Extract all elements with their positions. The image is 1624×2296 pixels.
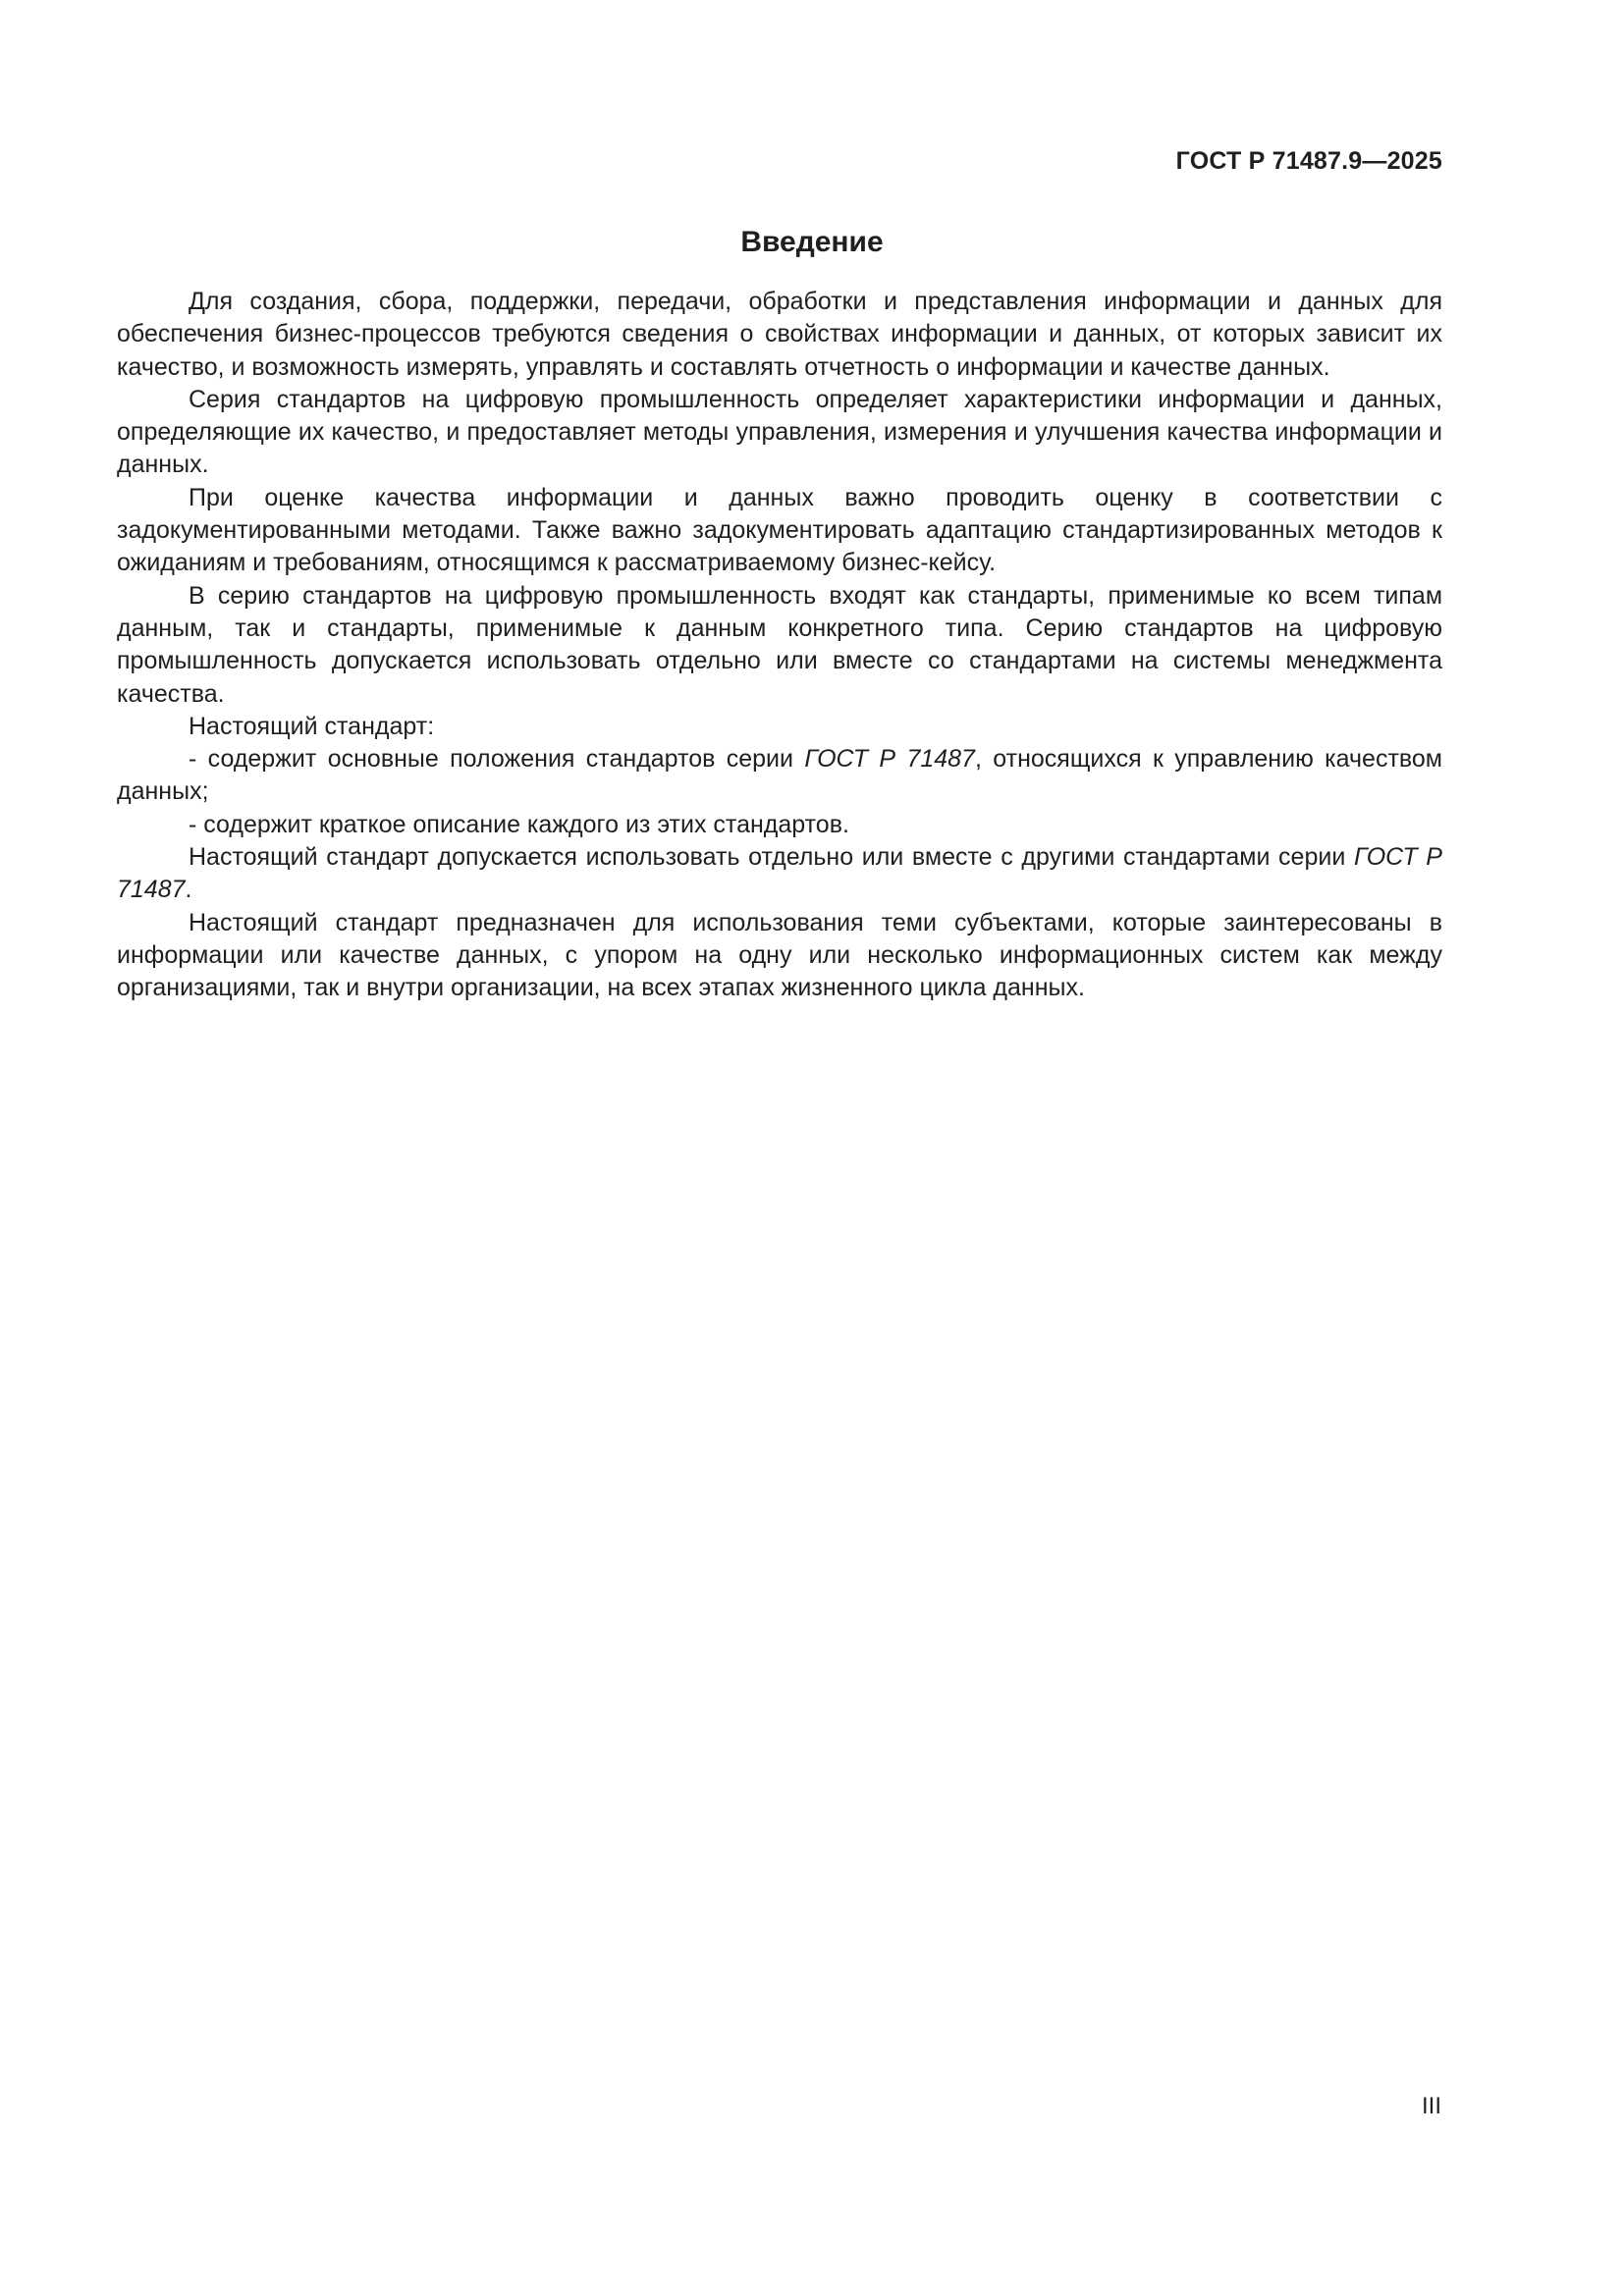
paragraph: Настоящий стандарт предназначен для использования теми субъектами, которые заинтересованы в информации или качестве данных, с упором на одну или несколько информационных систем как между организациями, так и внутри организации, на всех этапах жизненного цикла данных. bbox=[117, 908, 1442, 1002]
list-item bbox=[117, 743, 1442, 809]
paragraph: Для создания, сбора, поддержки, передачи, обработки и представления информации и данных для обеспечения бизнес-процессов требуются сведения о свойствах информации и данных, от которых зависит их качество, и возможность измерять, управлять и составлять отчетность о информации и качестве данных. bbox=[117, 288, 1442, 381]
section-title: Введение bbox=[740, 226, 884, 258]
paragraph: При оценке качества информации и данных важно проводить оценку в соответствии с задокументированными методами. Также важно задокументировать адаптацию стандартизированных методов к ожиданиям и требованиям, относящимся к рассматриваемому бизнес-кейсу. bbox=[117, 483, 1442, 577]
paragraph bbox=[117, 841, 1442, 907]
document-header: ГОСТ Р 71487.9—2025 bbox=[1175, 147, 1442, 175]
standard-reference: ГОСТ Р 71487 bbox=[117, 843, 1442, 904]
paragraph-text: Настоящий стандарт допускается использовать отдельно или вместе с другими стандартами серии bbox=[189, 843, 1354, 872]
page-number: III bbox=[1421, 2093, 1441, 2119]
standard-reference: ГОСТ Р 71487 bbox=[804, 745, 975, 774]
list-item-text: - содержит основные положения стандартов серии bbox=[189, 745, 805, 774]
list-item-text: , относящихся к управлению качеством данных; bbox=[117, 745, 1442, 806]
paragraph: В серию стандартов на цифровую промышленность входят как стандарты, применимые ко всем типам данным, так и стандарты, применимые к данным конкретного типа. Серию стандартов на цифровую промышленность допускается использовать отдельно или вместе со стандартами на системы менеджмента качества. bbox=[117, 581, 1442, 708]
paragraph: Настоящий стандарт: bbox=[189, 712, 435, 740]
paragraph-text: . bbox=[185, 876, 192, 904]
document-body bbox=[117, 286, 1442, 1005]
list-item: - содержит краткое описание каждого из этих стандартов. bbox=[189, 810, 849, 838]
paragraph: Серия стандартов на цифровую промышленность определяет характеристики информации и данных, определяющие их качество, и предоставляет методы управления, измерения и улучшения качества информации и данных. bbox=[117, 385, 1442, 479]
